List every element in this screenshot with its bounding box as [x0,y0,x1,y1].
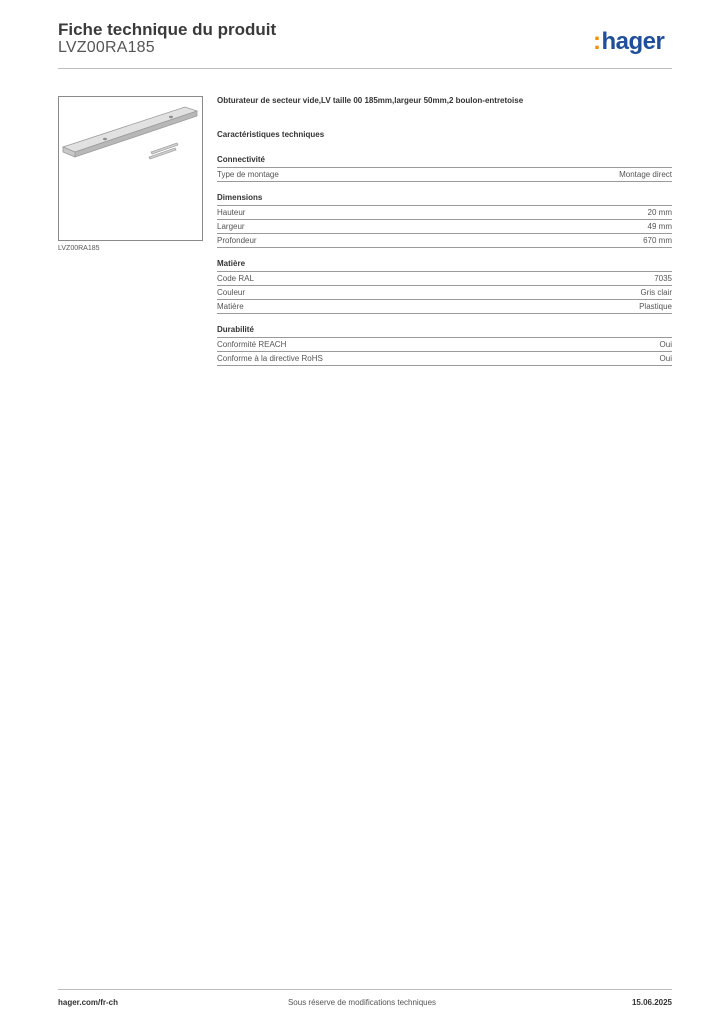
product-image [58,96,203,241]
spec-label: Conformité REACH [217,340,287,349]
spec-label: Code RAL [217,274,254,283]
footer-website-link[interactable]: hager.com/fr-ch [58,998,119,1007]
logo-colon: : [593,28,601,55]
spec-value: 670 mm [643,236,672,245]
spec-value: Plastique [639,302,672,311]
spec-row [217,286,672,300]
spec-label: Matière [217,302,244,311]
spec-group-connectivite [217,155,672,182]
spec-group-dimensions [217,193,672,248]
spec-value: 20 mm [647,208,672,217]
group-title: Matière [217,259,672,272]
product-illustration [59,97,202,240]
spec-label: Type de montage [217,170,279,179]
spec-group-matiere [217,259,672,314]
spec-value: Oui [659,354,672,363]
spec-label: Profondeur [217,236,257,245]
spec-content [217,96,672,377]
spec-label: Couleur [217,288,246,297]
group-title: Connectivité [217,155,672,168]
spec-row [217,338,672,352]
spec-row [217,300,672,314]
product-code: LVZ00RA185 [58,39,155,56]
footer-notice: Sous réserve de modifications techniques [287,998,437,1007]
footer-date: 15.06.2025 [631,998,672,1007]
spec-label: Largeur [217,222,245,231]
spec-value: Montage direct [619,170,672,179]
logo-text: hager [601,28,665,55]
spec-value: 7035 [654,274,672,283]
spec-value: Oui [659,340,672,349]
product-description: Obturateur de secteur vide,LV taille 00 185mm,largeur 50mm,2 boulon-entretoise [217,96,524,105]
spec-label: Conforme à la directive RoHS [217,354,323,363]
characteristics-heading: Caractéristiques techniques [217,130,325,139]
header-divider [58,68,672,69]
spec-group-durabilite [217,325,672,366]
footer-divider [58,989,672,990]
hager-logo [593,28,664,56]
spec-row [217,206,672,220]
spec-row [217,168,672,182]
spec-value: Gris clair [640,288,672,297]
page-title: Fiche technique du produit [58,20,277,39]
group-title: Dimensions [217,193,672,206]
spec-row [217,234,672,248]
spec-value: 49 mm [647,222,672,231]
spec-label: Hauteur [217,208,246,217]
image-caption: LVZ00RA185 [58,245,100,252]
group-title: Durabilité [217,325,672,338]
spec-row [217,352,672,366]
spec-row [217,220,672,234]
spec-row [217,272,672,286]
